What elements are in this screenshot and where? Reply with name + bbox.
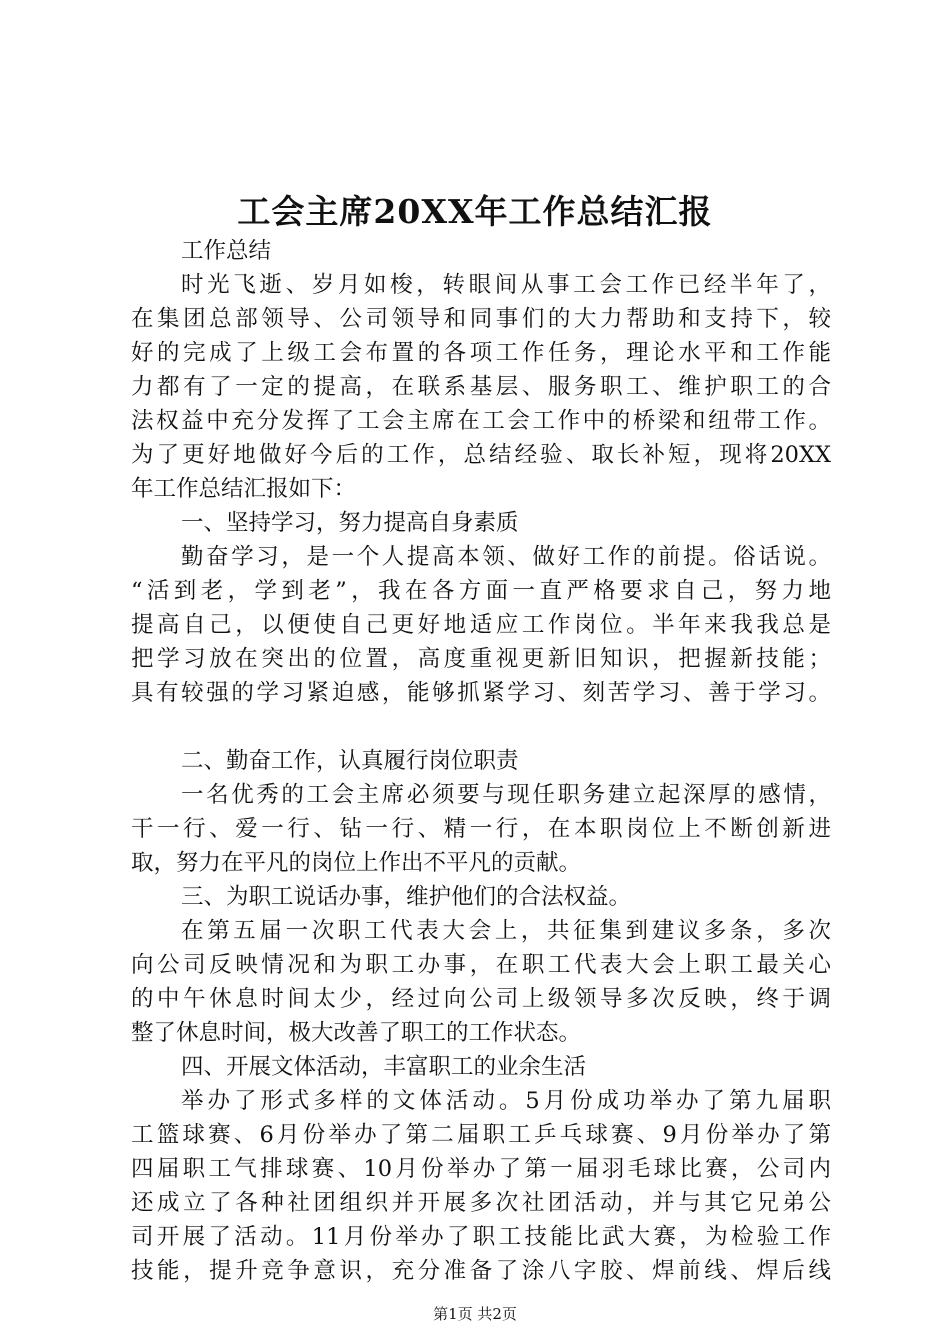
page-footer: 第1页 共2页	[433, 1305, 517, 1323]
body-line: 四届职工气排球赛、10月份举办了第一届羽毛球比赛，公司内	[131, 1156, 831, 1182]
body-line: 时光飞逝、岁月如梭，转眼间从事工会工作已经半年了，	[181, 272, 831, 298]
body-line: 具有较强的学习紧迫感，能够抓紧学习、刻苦学习、善于学习。	[131, 680, 831, 706]
body-line: 三、为职工说话办事，维护他们的合法权益。	[181, 884, 632, 910]
body-line: 举办了形式多样的文体活动。5月份成功举办了第九届职	[181, 1088, 831, 1114]
body-line: 把学习放在突出的位置，高度重视更新旧知识，把握新技能；	[131, 646, 831, 672]
body-line: 工作总结	[181, 238, 272, 264]
body-line: 在集团总部领导、公司领导和同事们的大力帮助和支持下，较	[131, 306, 831, 332]
body-line: “活到老，学到老”，我在各方面一直严格要求自己，努力地	[131, 578, 831, 604]
body-line: 好的完成了上级工会布置的各项工作任务，理论水平和工作能	[131, 340, 831, 366]
body-line: 力都有了一定的提高，在联系基层、服务职工、维护职工的合	[131, 374, 831, 400]
body-line: 还成立了各种社团组织并开展多次社团活动，并与其它兄弟公	[131, 1190, 831, 1216]
body-line: 技能，提升竞争意识，充分准备了涂八字胶、焊前线、焊后线	[131, 1258, 831, 1284]
body-line: 四、开展文体活动，丰富职工的业余生活	[181, 1054, 587, 1080]
body-line: 在第五届一次职工代表大会上，共征集到建议多条，多次	[181, 918, 831, 944]
body-line: 取，努力在平凡的岗位上作出不平凡的贡献。	[131, 850, 582, 876]
body-line: 一、坚持学习，努力提高自身素质	[181, 510, 519, 536]
body-line: 为了更好地做好今后的工作，总结经验、取长补短，现将20XX	[131, 442, 831, 468]
body-line: 年工作总结汇报如下：	[131, 476, 357, 502]
body-line: 的中午休息时间太少，经过向公司上级领导多次反映，终于调	[131, 986, 831, 1012]
body-line: 干一行、爱一行、钻一行、精一行，在本职岗位上不断创新进	[131, 816, 831, 842]
body-line: 整了休息时间，极大改善了职工的工作状态。	[131, 1020, 582, 1046]
body-line: 工篮球赛、6月份举办了第二届职工乒乓球赛、9月份举办了第	[131, 1122, 831, 1148]
body-line: 二、勤奋工作，认真履行岗位职责	[181, 748, 519, 774]
body-line: 提高自己，以便使自己更好地适应工作岗位。半年来我我总是	[131, 612, 831, 638]
document-body	[131, 234, 831, 1288]
body-line: 司开展了活动。11月份举办了职工技能比武大赛，为检验工作	[131, 1224, 831, 1250]
document-title: 工会主席20XX年工作总结汇报	[237, 192, 713, 231]
blank-line	[131, 710, 831, 744]
body-line: 向公司反映情况和为职工办事，在职工代表大会上职工最关心	[131, 952, 831, 978]
body-line: 法权益中充分发挥了工会主席在工会工作中的桥梁和纽带工作。	[131, 408, 831, 434]
body-line: 一名优秀的工会主席必须要与现任职务建立起深厚的感情，	[181, 782, 831, 808]
body-line: 勤奋学习，是一个人提高本领、做好工作的前提。俗话说。	[181, 544, 831, 570]
